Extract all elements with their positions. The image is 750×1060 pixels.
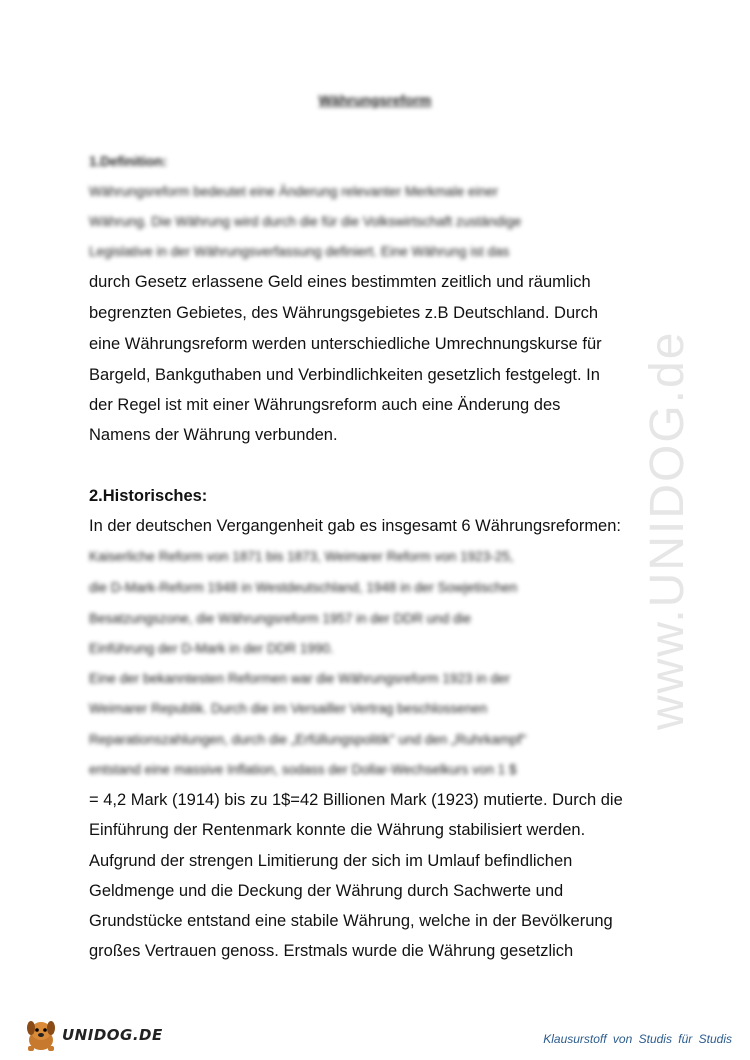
unidog-logo[interactable] [22,1018,163,1052]
section2-blurred-line: Weimarer Republik. Durch die im Versailler Vertrag beschlossenen [89,701,488,716]
section2-line: Geldmenge und die Deckung der Währung durch Sachwerte und [89,882,564,900]
section2-line: = 4,2 Mark (1914) bis zu 1$=42 Billionen Mark (1923) mutierte. Durch die [89,791,623,809]
section2-blurred-line: entstand eine massive Inflation, sodass der Dollar-Wechselkurs von 1 $ [89,762,517,777]
watermark-text: www.UNIDOG.de [641,330,694,730]
section2-blurred-line: Besatzungszone, die Währungsreform 1957 in der DDR und die [89,611,471,626]
section2-line: Aufgrund der strengen Limitierung der sich im Umlauf befindlichen [89,852,573,870]
document-title: Währungsreform [318,92,432,108]
section1-line: der Regel ist mit einer Währungsreform auch eine Änderung des [89,396,561,414]
section2-heading: 2.Historisches: [89,487,208,505]
section1-line: begrenzten Gebietes, des Währungsgebietes z.B Deutschland. Durch [89,304,599,322]
section2-blurred-line: Reparationszahlungen, durch die „Erfüllungspolitik" und den „Ruhrkampf" [89,732,527,747]
section2-blurred-line: Kaiserliche Reform von 1871 bis 1873, Weimarer Reform von 1923-25, [89,549,514,564]
section1-line: Bargeld, Bankguthaben und Verbindlichkeiten gesetzlich festgelegt. In [89,366,600,384]
section1-line: durch Gesetz erlassene Geld eines bestimmten zeitlich und räumlich [89,273,591,291]
dog-mascot-icon [22,1018,60,1052]
section1-line: eine Währungsreform werden unterschiedliche Umrechnungskurse für [89,335,602,353]
section1-blurred-line: Legislative in der Währungsverfassung definiert. Eine Währung ist das [89,244,510,259]
section2-line: großes Vertrauen genoss. Erstmals wurde die Währung gesetzlich [89,942,574,960]
section1-blurred-line: Währungsreform bedeutet eine Änderung relevanter Merkmale einer [89,184,498,199]
section1-heading: 1.Definition: [89,154,167,169]
section2-line: Einführung der Rentenmark konnte die Währung stabilisiert werden. [89,821,586,839]
logo-text: UNIDOG.DE [62,1026,163,1044]
section1-blurred-line: Währung. Die Währung wird durch die für die Volkswirtschaft zuständige [89,214,522,229]
section2-blurred-line: Eine der bekanntesten Reformen war die Währungsreform 1923 in der [89,671,510,686]
section2-blurred-line: die D-Mark-Reform 1948 in Westdeutschland, 1948 in der Sowjetischen [89,580,518,595]
footer-tagline: Klausurstoff von Studis für Studis [543,1032,732,1046]
section2-line: Grundstücke entstand eine stabile Währung, welche in der Bevölkerung [89,912,613,930]
section1-line: Namens der Währung verbunden. [89,426,338,444]
section2-blurred-line: Einführung der D-Mark in der DDR 1990. [89,641,334,656]
section2-intro: In der deutschen Vergangenheit gab es insgesamt 6 Währungsreformen: [89,517,621,535]
